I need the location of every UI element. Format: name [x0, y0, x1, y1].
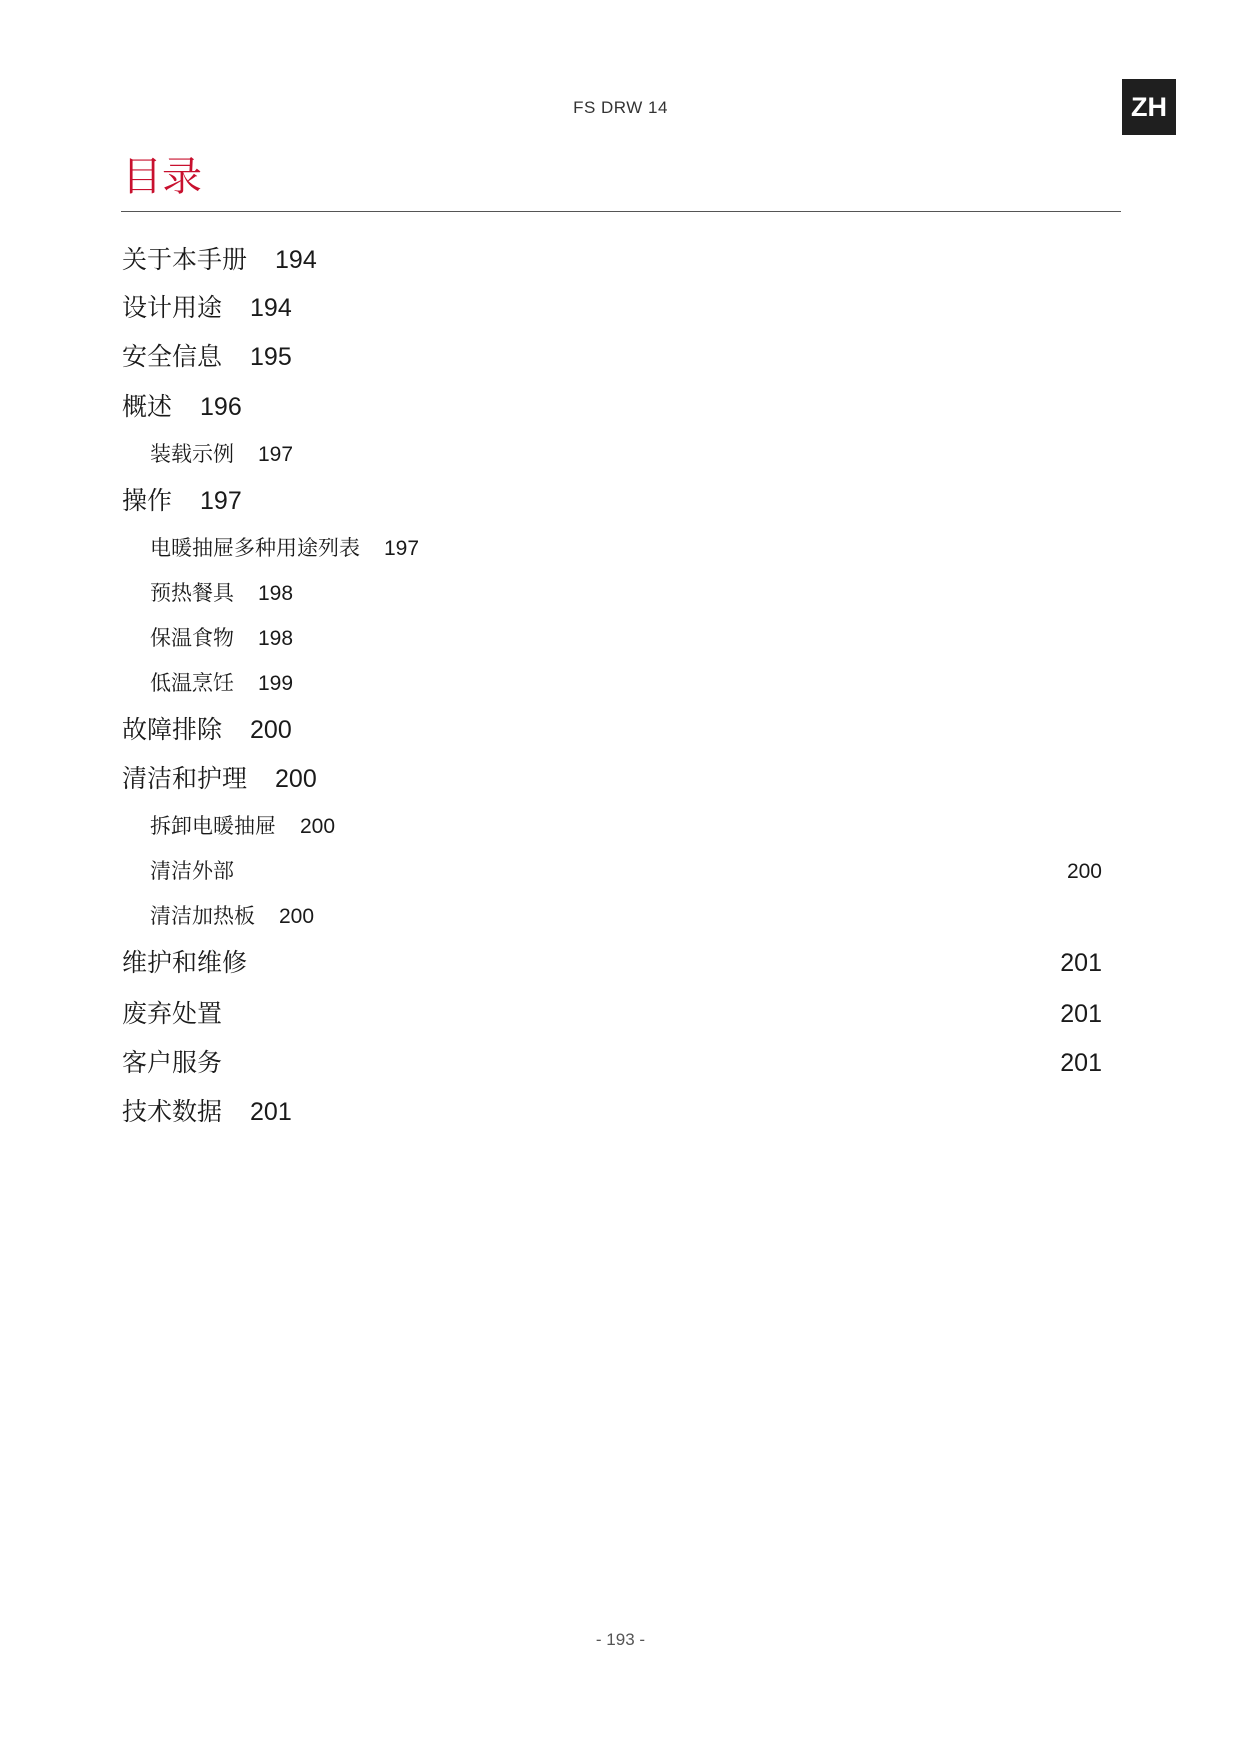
toc-entry-keep-food-warm[interactable]: [150, 622, 293, 652]
toc-entry-intended-use[interactable]: [122, 288, 292, 324]
toc-entry-technical-data[interactable]: [122, 1092, 292, 1128]
toc-label: 清洁外部: [150, 859, 234, 883]
toc-entry-clean-exterior[interactable]: [150, 855, 1102, 885]
toc-entry-cleaning-care[interactable]: [122, 759, 317, 795]
toc-label: 操作: [122, 486, 173, 515]
toc-page-number: 201: [1060, 1049, 1102, 1077]
toc-entry-maintenance-repair[interactable]: [122, 943, 1102, 979]
toc-entry-troubleshooting[interactable]: [122, 710, 292, 746]
toc-page-number: 201: [1060, 949, 1102, 977]
toc-label: 关于本手册: [122, 245, 248, 274]
toc-label: 技术数据: [122, 1097, 223, 1126]
toc-label: 预热餐具: [150, 581, 234, 605]
toc-entry-overview[interactable]: [122, 387, 242, 423]
toc-entry-preheat-dishes[interactable]: [150, 577, 293, 607]
toc-label: 装载示例: [150, 442, 234, 466]
toc-page-number: 201: [1060, 1000, 1102, 1028]
toc-page-number: 194: [250, 294, 292, 322]
toc-entry-loading-examples[interactable]: [150, 438, 293, 468]
toc-page-number: 200: [250, 716, 292, 744]
toc-label: 废弃处置: [122, 999, 223, 1028]
page-number-footer: - 193 -: [595, 1630, 646, 1649]
toc-entry-operation[interactable]: [122, 481, 242, 517]
toc-label: 清洁加热板: [150, 904, 255, 928]
toc-page-number: 201: [250, 1098, 292, 1126]
toc-page-number: 200: [275, 765, 317, 793]
toc-entry-uses-list[interactable]: [150, 532, 419, 562]
toc-page-number: 196: [200, 393, 242, 421]
toc-page-number: 200: [279, 905, 315, 928]
language-badge: ZH: [1122, 79, 1176, 135]
toc-page-number: 198: [258, 582, 294, 605]
toc-label: 拆卸电暖抽屉: [150, 814, 276, 838]
toc-label: 故障排除: [122, 715, 223, 744]
toc-label: 客户服务: [122, 1048, 223, 1077]
toc-label: 概述: [122, 392, 173, 421]
toc-entry-disposal[interactable]: [122, 994, 1102, 1030]
page-title: 目录: [122, 154, 202, 200]
toc-page-number: 197: [258, 443, 294, 466]
toc-label: 设计用途: [122, 293, 223, 322]
toc-page-number: 194: [275, 246, 317, 274]
toc-entry-clean-heating-plate[interactable]: [150, 900, 314, 930]
toc-label: 清洁和护理: [122, 764, 248, 793]
toc-entry-safety-info[interactable]: [122, 337, 292, 373]
toc-page-number: 197: [200, 487, 242, 515]
toc-label: 保温食物: [150, 626, 234, 650]
toc-entry-low-temp-cooking[interactable]: [150, 667, 293, 697]
document-header-model: FS DRW 14: [573, 98, 668, 117]
toc-page-number: 200: [1066, 860, 1102, 883]
toc-entry-remove-drawer[interactable]: [150, 810, 335, 840]
toc-entry-customer-service[interactable]: [122, 1043, 1102, 1079]
toc-page-number: 197: [384, 537, 420, 560]
toc-page-number: 199: [258, 672, 294, 695]
toc-entry-about-manual[interactable]: [122, 240, 317, 276]
toc-label: 低温烹饪: [150, 671, 234, 695]
toc-label: 安全信息: [122, 342, 223, 371]
toc-label: 电暖抽屉多种用途列表: [150, 536, 360, 560]
toc-page-number: 195: [250, 343, 292, 371]
toc-page-number: 200: [300, 815, 336, 838]
title-divider: [121, 211, 1121, 212]
toc-label: 维护和维修: [122, 948, 248, 977]
toc-page-number: 198: [258, 627, 294, 650]
